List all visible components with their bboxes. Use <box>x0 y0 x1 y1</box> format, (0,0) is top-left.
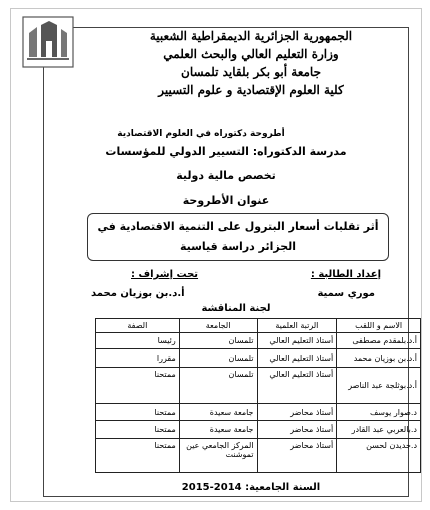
member-role: مقررا <box>96 349 180 368</box>
document-page <box>10 8 422 502</box>
university-heading: جامعة أبو بكر بلقايد تلمسان <box>181 65 321 79</box>
member-university: جامعة سعيدة <box>179 421 257 439</box>
thesis-type: أطروحة دكتوراه في العلوم الاقتصادية <box>117 129 285 139</box>
table-row <box>96 349 421 368</box>
thesis-title-box <box>87 213 389 261</box>
ministry-heading: وزارة التعليم العالي والبحث العلمي <box>163 47 339 61</box>
thesis-title-line2: الجزائر دراسة قياسية <box>179 240 297 253</box>
academic-year: السنة الجامعية: 2014-2015 <box>181 482 321 493</box>
member-university: تلمسان <box>179 349 257 368</box>
member-university: تلمسان <box>179 333 257 349</box>
faculty-heading: كلية العلوم الإقتصادية و علوم التسيير <box>158 83 344 97</box>
column-header-name: الاسم و اللقب <box>337 319 421 333</box>
member-university: تلمسان <box>179 368 257 404</box>
specialty: تخصص مالية دولية <box>176 169 276 182</box>
column-header-university: الجامعة <box>179 319 257 333</box>
thesis-title-label: عنوان الأطروحة <box>182 194 270 207</box>
member-name: أ.د.بلمقدم مصطفى <box>337 333 421 349</box>
member-role: ممتحنا <box>96 368 180 404</box>
table-row <box>96 421 421 439</box>
supervisor-label: تحت إشراف : <box>131 269 199 280</box>
table-row <box>96 404 421 421</box>
member-role: رئيسا <box>96 333 180 349</box>
member-rank: أستاذ التعليم العالي <box>257 368 337 404</box>
member-rank: أستاذ التعليم العالي <box>257 349 337 368</box>
student-name: موري سمية <box>317 288 375 299</box>
member-role: ممتحنا <box>96 404 180 421</box>
member-name: أ.د.بن بوزيان محمد <box>337 349 421 368</box>
member-role: ممتحنا <box>96 421 180 439</box>
member-rank: أستاذ محاضر <box>257 421 337 439</box>
member-role: ممتحنا <box>96 439 180 473</box>
member-name: د.جديدن لحسن <box>337 439 421 473</box>
member-rank: أستاذ محاضر <box>257 404 337 421</box>
republic-heading: الجمهورية الجزائرية الديمقراطية الشعبية <box>149 29 353 43</box>
committee-heading: لجنة المناقشة <box>201 303 271 314</box>
member-rank: أستاذ التعليم العالي <box>257 333 337 349</box>
university-logo-icon <box>19 13 77 71</box>
member-name: د.بالعربي عبد القادر <box>337 421 421 439</box>
thesis-title-line1: أثر تقلبات أسعار البترول على التنمية الاقتصادية في <box>97 220 379 233</box>
column-header-role: الصفة <box>96 319 180 333</box>
table-row <box>96 333 421 349</box>
member-rank: أستاذ محاضر <box>257 439 337 473</box>
committee-table <box>95 318 421 473</box>
member-university: جامعة سعيدة <box>179 404 257 421</box>
table-row <box>96 368 421 404</box>
table-row <box>96 439 421 473</box>
doctoral-school: مدرسة الدكتوراه: التسيير الدولي للمؤسسات <box>105 145 347 158</box>
member-name: د.صوار يوسف <box>337 404 421 421</box>
student-label: إعداد الطالبة : <box>310 269 381 280</box>
supervisor-name: أ.د.بن بوزيان محمد <box>91 288 185 299</box>
member-university: المركز الجامعي عين تموشنت <box>179 439 257 473</box>
column-header-rank: الرتبة العلمية <box>257 319 337 333</box>
table-header-row <box>96 319 421 333</box>
member-name: أ.د.بوثلجة عبد الناصر <box>337 368 421 404</box>
